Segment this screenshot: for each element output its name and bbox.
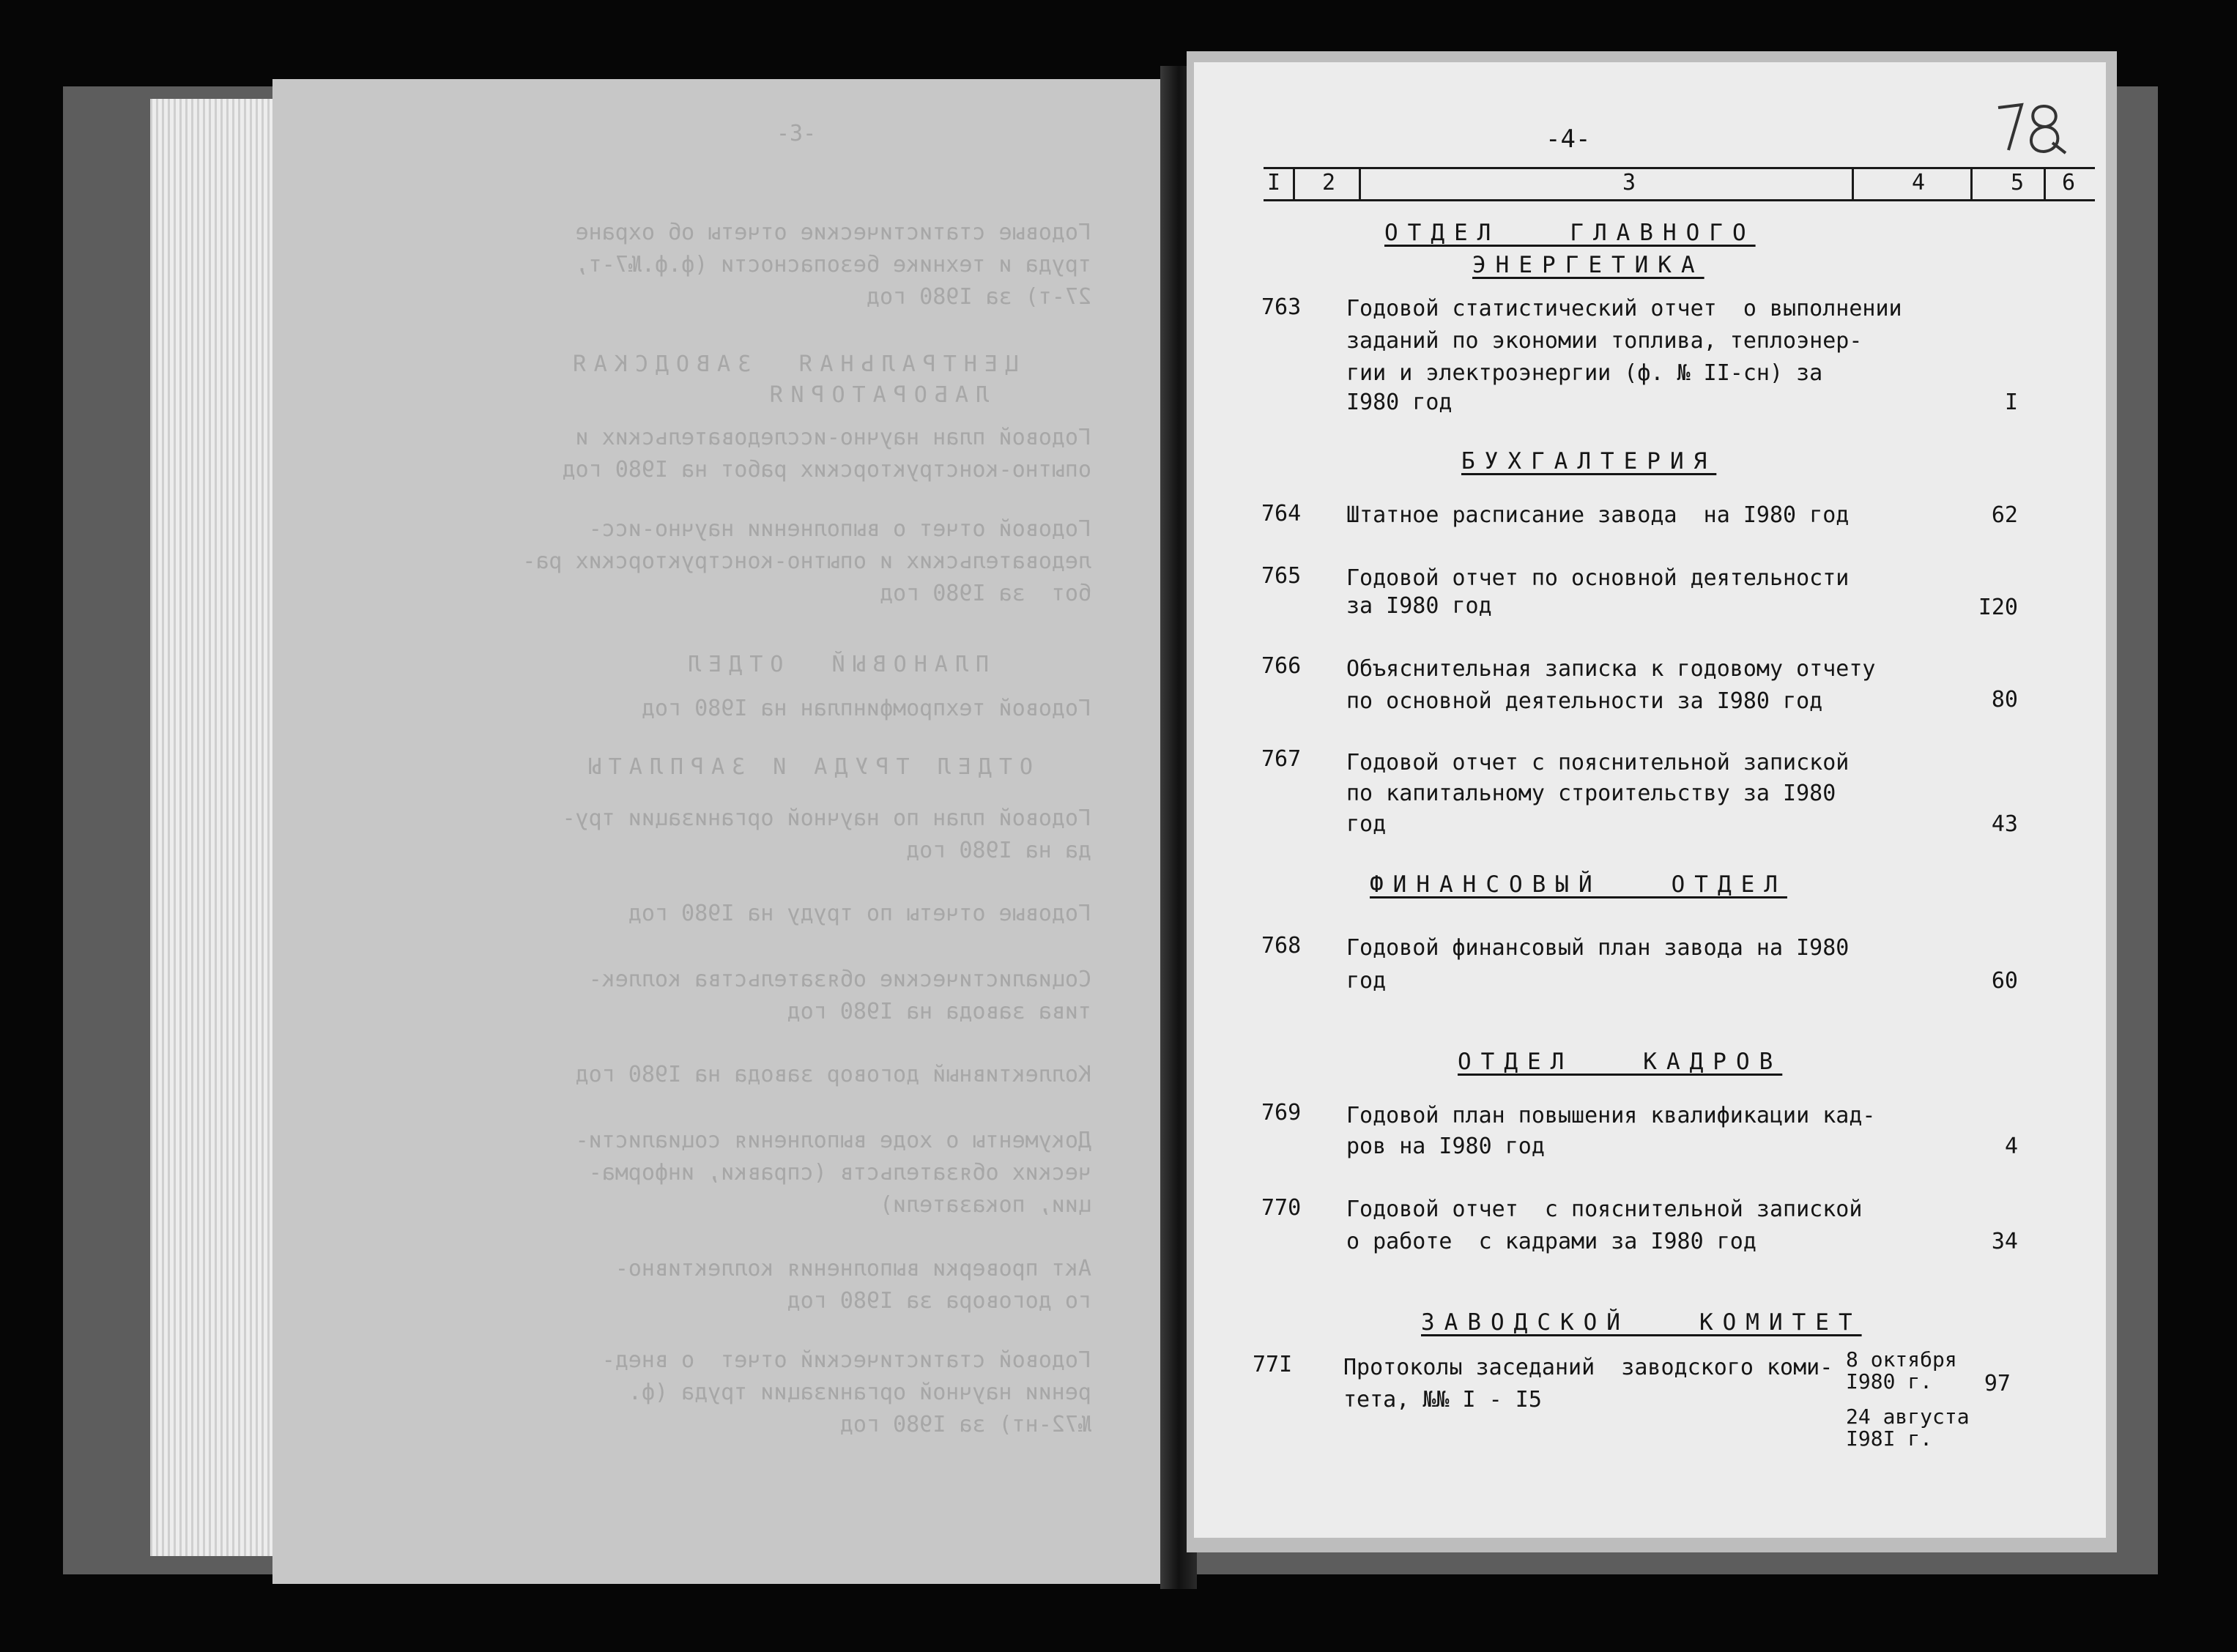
entry-title-line: Годовой статистический отчет о выполнении	[1346, 296, 1902, 321]
column-divider	[1359, 167, 1361, 201]
showthrough-line: 27-т) за I980 год	[866, 284, 1091, 310]
showthrough-line: Годовой план по научной организации тру-	[562, 805, 1091, 831]
entry-title-line: Годовой финансовый план завода на I980	[1346, 935, 1850, 961]
entry-number: 764	[1261, 501, 1302, 527]
entry-pages: 80	[1991, 687, 2018, 712]
entry-date: I98I г.	[1846, 1426, 1933, 1451]
column-divider	[1852, 167, 1854, 201]
column-header-2: 2	[1322, 170, 1336, 196]
entry-title-line: ров на I980 год	[1346, 1134, 1545, 1159]
column-divider	[1970, 167, 1973, 201]
section-heading: БУХГАЛТЕРИЯ	[1461, 448, 1717, 475]
column-header-3: 3	[1622, 170, 1636, 196]
showthrough-line: тива завода на I980 год	[787, 999, 1091, 1024]
showthrough-line: Акт проверки выполнения коллективно-	[615, 1256, 1091, 1281]
entry-title-line: Годовой отчет по основной деятельности	[1346, 565, 1850, 591]
section-heading: ОТДЕЛ ГЛАВНОГО	[1384, 220, 1756, 246]
section-heading: ОТДЕЛ КАДРОВ	[1458, 1049, 1783, 1075]
showthrough-line: Социалистические обязательства коллек-	[588, 967, 1091, 992]
entry-number: 765	[1261, 563, 1302, 589]
entry-number: 767	[1261, 746, 1302, 772]
entry-date: 24 августа	[1846, 1404, 1970, 1429]
handwritten-folio	[1992, 92, 2080, 157]
showthrough-line: опытно-конструкторских работ на I980 год	[562, 457, 1091, 483]
column-divider	[1293, 167, 1295, 201]
showthrough-line: ции, показатели)	[880, 1192, 1091, 1218]
entry-pages: 62	[1991, 502, 2018, 528]
entry-pages: 4	[2004, 1134, 2018, 1159]
left-page-number: -3-	[776, 121, 817, 146]
entry-pages: I	[2004, 390, 2018, 415]
showthrough-line: Документы о ходе выполнения социалисти-	[575, 1128, 1091, 1153]
entry-title-line: Протоколы заседаний заводского коми-	[1343, 1355, 1833, 1380]
entry-title-line: за I980 год	[1346, 593, 1492, 619]
showthrough-line: №72-нт) за I980 год	[839, 1412, 1091, 1437]
page-number: -4-	[1546, 124, 1591, 154]
entry-number: 763	[1261, 294, 1302, 320]
left-page-showthrough	[315, 220, 1121, 1465]
column-header-6: 6	[2062, 170, 2076, 196]
showthrough-line: Коллективный договор завода на I980 год	[575, 1062, 1091, 1087]
showthrough-line: Годовой статистический отчет о внед-	[601, 1347, 1091, 1373]
entry-title-line: Годовой план повышения квалификации кад-	[1346, 1103, 1876, 1128]
column-header-5: 5	[2011, 170, 2025, 196]
entry-number: 769	[1261, 1100, 1302, 1125]
entry-title-line: I980 год	[1346, 390, 1453, 415]
entry-title-line: Объяснительная записка к годовому отчету	[1346, 656, 1876, 682]
entry-number: 766	[1261, 653, 1302, 679]
column-header-4: 4	[1912, 170, 1926, 196]
showthrough-line: Годовые отчеты по труду на I980 год	[628, 901, 1091, 926]
showthrough-line: ЦЕНТРАЛЬНАЯ ЗАВОДСКАЯ	[565, 351, 1018, 377]
entry-date: 8 октября	[1846, 1347, 1957, 1372]
entry-title-line: по капитальному строительству за I980	[1346, 781, 1836, 806]
showthrough-line: Годовой план научно-исследовательских и	[575, 425, 1091, 450]
showthrough-line: ОТДЕЛ ТРУДА И ЗАРПЛАТЫ	[580, 754, 1033, 780]
entry-title-line: год	[1346, 811, 1387, 837]
entry-pages: I20	[1978, 595, 2018, 620]
entry-title-line: Штатное расписание завода на I980 год	[1346, 502, 1850, 528]
showthrough-line: труда и технике безопасности (ф.ф.№7-т,	[575, 252, 1091, 278]
entry-title-line: тета, №№ I - I5	[1343, 1387, 1542, 1413]
column-header-1: I	[1267, 170, 1281, 196]
entry-title-line: по основной деятельности за I980 год	[1346, 688, 1823, 714]
entry-number: 77I	[1253, 1352, 1293, 1377]
section-heading: ФИНАНСОВЫЙ ОТДЕЛ	[1370, 871, 1787, 898]
entry-title-line: Годовой отчет с пояснительной запиской	[1346, 750, 1850, 775]
showthrough-line: ледовательских и опытно-конструкторских ра-	[522, 548, 1091, 574]
showthrough-line: ЛАБОРАТОРИЯ	[763, 382, 989, 408]
entry-number: 768	[1261, 933, 1302, 959]
showthrough-line: Годовые статистические отчеты об охране	[575, 220, 1091, 245]
showthrough-line: Годовой отчет о выполнении научно-исс-	[588, 516, 1091, 542]
folio-ink	[1992, 92, 2080, 157]
entry-pages: 34	[1991, 1229, 2018, 1254]
entry-title-line: Годовой отчет с пояснительной запиской	[1346, 1197, 1863, 1222]
entry-number: 770	[1261, 1195, 1302, 1221]
column-divider	[2044, 167, 2046, 201]
showthrough-line: рении научной организации труда (ф.	[628, 1380, 1091, 1405]
entry-pages: 97	[1984, 1371, 2011, 1396]
showthrough-line: да на I980 год	[906, 838, 1091, 863]
entry-title-line: о работе с кадрами за I980 год	[1346, 1229, 1756, 1254]
showthrough-line: го договора за I980 год	[787, 1288, 1091, 1314]
showthrough-line: ческих обязательств (справки, информа-	[588, 1160, 1091, 1186]
showthrough-line: бот за I980 год	[880, 581, 1091, 606]
showthrough-line: Годовой техпромфинплан на I980 год	[641, 696, 1091, 721]
entry-pages: 43	[1991, 811, 2018, 837]
showthrough-line: ПЛАНОВЫЙ ОТДЕЛ	[680, 652, 989, 677]
section-heading: ЭНЕРГЕТИКА	[1472, 252, 1704, 278]
entry-title-line: год	[1346, 968, 1387, 994]
entry-pages: 60	[1991, 968, 2018, 994]
entry-date: I980 г.	[1846, 1369, 1933, 1394]
entry-title-line: гии и электроэнергии (ф. № II-сн) за	[1346, 360, 1823, 386]
section-heading: ЗАВОДСКОЙ КОМИТЕТ	[1421, 1309, 1862, 1336]
entry-title-line: заданий по экономии топлива, теплоэнер-	[1346, 328, 1863, 354]
